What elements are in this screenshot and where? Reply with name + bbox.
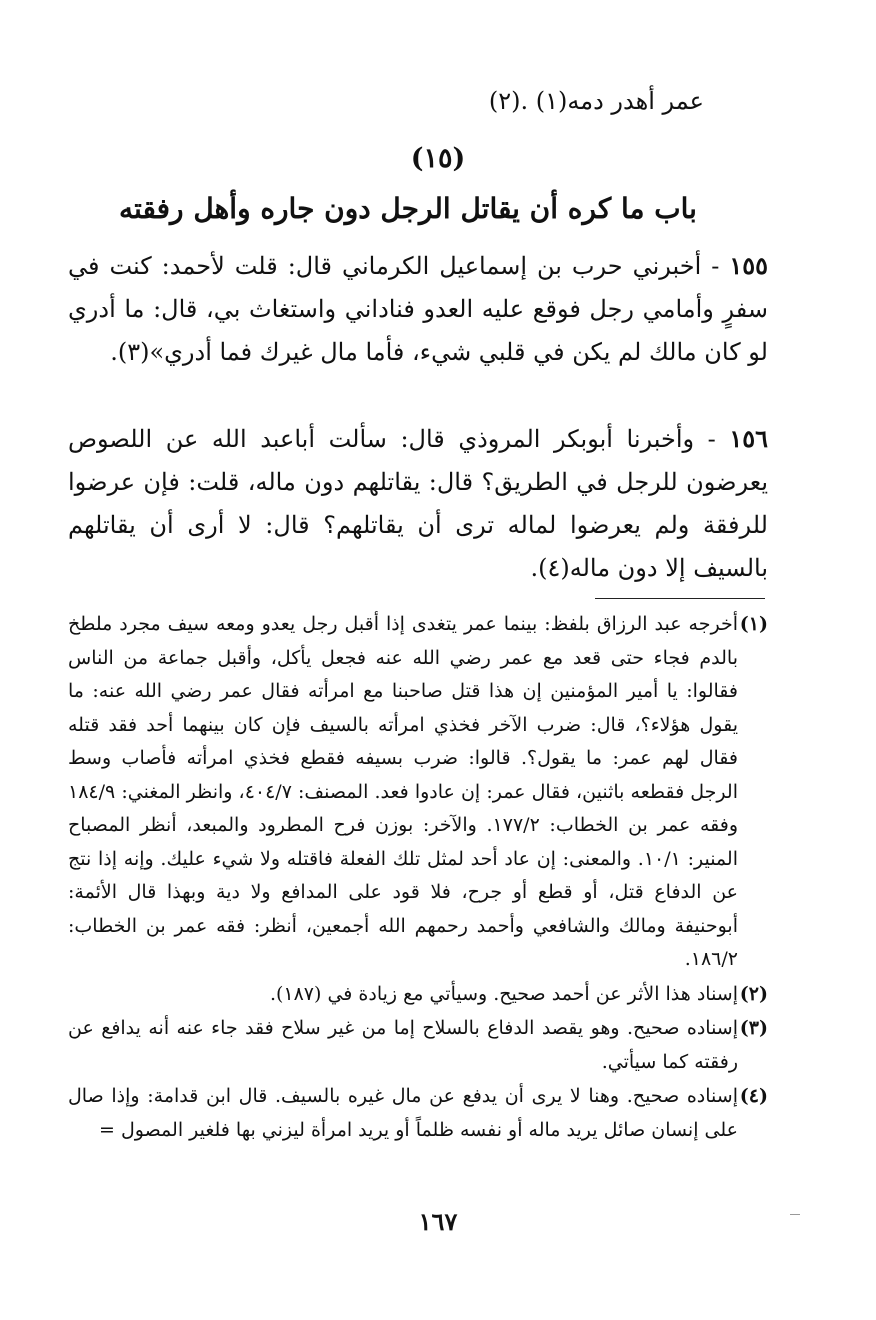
footnotes	[68, 608, 768, 1148]
footnote-1	[68, 608, 768, 977]
footnote-number: (٢)	[739, 982, 768, 1005]
footnote-text: أخرجه عبد الرزاق بلفظ: بينما عمر يتغدى إذا أقبل رجل يعدو ومعه سيف مجرد ملطخ بالدم فجاء حتى قعد مع عمر رضي الله عنه فجعل يأكل، وأقبل جماعة من الناس فقالوا: يا أمير المؤمنين إن هذا قتل صاحبنا مع امرأته فقال عمر رضي الله عنه: ما يقول هؤلاء؟، قال: ضرب الآخر فخذي امرأته بالسيف فإن كان بينهما أحد فقد قتله فقال لهم عمر: ما يقول؟. قالوا: ضرب بسيفه فقطع فخذي امرأته فأصاب وسط الرجل فقطعه باثنين، فقال عمر: إن عادوا فعد. المصنف: ٤٠٤/٧، وانظر المغني: ١٨٤/٩ وفقه عمر بن الخطاب: ١٧٧/٢. والآخر: بوزن فرح المطرود والمبعد، أنظر المصباح المنير: ١٠/١. والمعنى: إن عاد أحد لمثل تلك الفعلة فاقتله ولا شيء عليك. وإنه إذا نتج عن الدفاع قتل، أو قطع أو جرح، فلا قود على المدافع ولا دية وبهذا قال الأئمة: أبوحنيفة ومالك والشافعي وأحمد رحمهم الله أجمعين، أنظر: فقه عمر بن الخطاب: ١٨٦/٢.	[68, 613, 739, 970]
footnote-number: (٤)	[739, 1085, 768, 1107]
continuation-line: عمر أهدر دمه(١) .(٢)	[488, 87, 704, 115]
footnote-text: إسناد هذا الأثر عن أحمد صحيح. وسيأتي مع زيادة في (١٨٧).	[269, 982, 738, 1005]
footnote-divider	[595, 598, 765, 599]
footnote-4	[68, 1080, 768, 1147]
hadith-text: - أخبرني حرب بن إسماعيل الكرماني قال: قلت لأحمد: كنت في سفرٍ وأمامي رجل فوقع عليه العدو فناداني واستغاث بي، قال: ما أدري لو كان مالك لم يكن في قلبي شيء، فأما مال غيرك فما أدري»(٣).	[68, 252, 768, 366]
chapter-title: باب ما كره أن يقاتل الرجل دون جاره وأهل رفقته	[119, 192, 697, 225]
hadith-number: ١٥٦	[729, 424, 768, 453]
hadith-155	[68, 244, 768, 374]
footnote-number: (٣)	[739, 1017, 768, 1039]
footnote-text: إسناده صحيح. وهنا لا يرى أن يدفع عن مال غيره بالسيف. قال ابن قدامة: وإذا صال على إنسان صائل يريد ماله أو نفسه ظلماً أو يريد امرأة ليزني بها فلغير المصول =	[68, 1085, 738, 1141]
chapter-number: (١٥)	[410, 143, 466, 174]
hadith-text: - وأخبرنا أبوبكر المروذي قال: سألت أباعبد الله عن اللصوص يعرضون للرجل في الطريق؟ قال: يقاتلهم دون ماله، قلت: فإن عرضوا للرفقة ولم يعرضوا لماله ترى أن يقاتلهم؟ قال: لا أرى أن يقاتلهم بالسيف إلا دون ماله(٤).	[68, 425, 768, 582]
footnote-number: (١)	[739, 613, 768, 635]
page-number: ١٦٧	[418, 1207, 458, 1236]
hadith-number: ١٥٥	[729, 251, 768, 280]
footnote-3	[68, 1012, 768, 1079]
hadith-156	[68, 417, 768, 590]
footnote-text: إسناده صحيح. وهو يقصد الدفاع بالسلاح إما من غير سلاح فقد جاء عنه أنه يدافع عن رفقته كما سيأتي.	[68, 1017, 738, 1073]
scan-mark	[790, 1214, 800, 1215]
footnote-2	[68, 978, 768, 1012]
